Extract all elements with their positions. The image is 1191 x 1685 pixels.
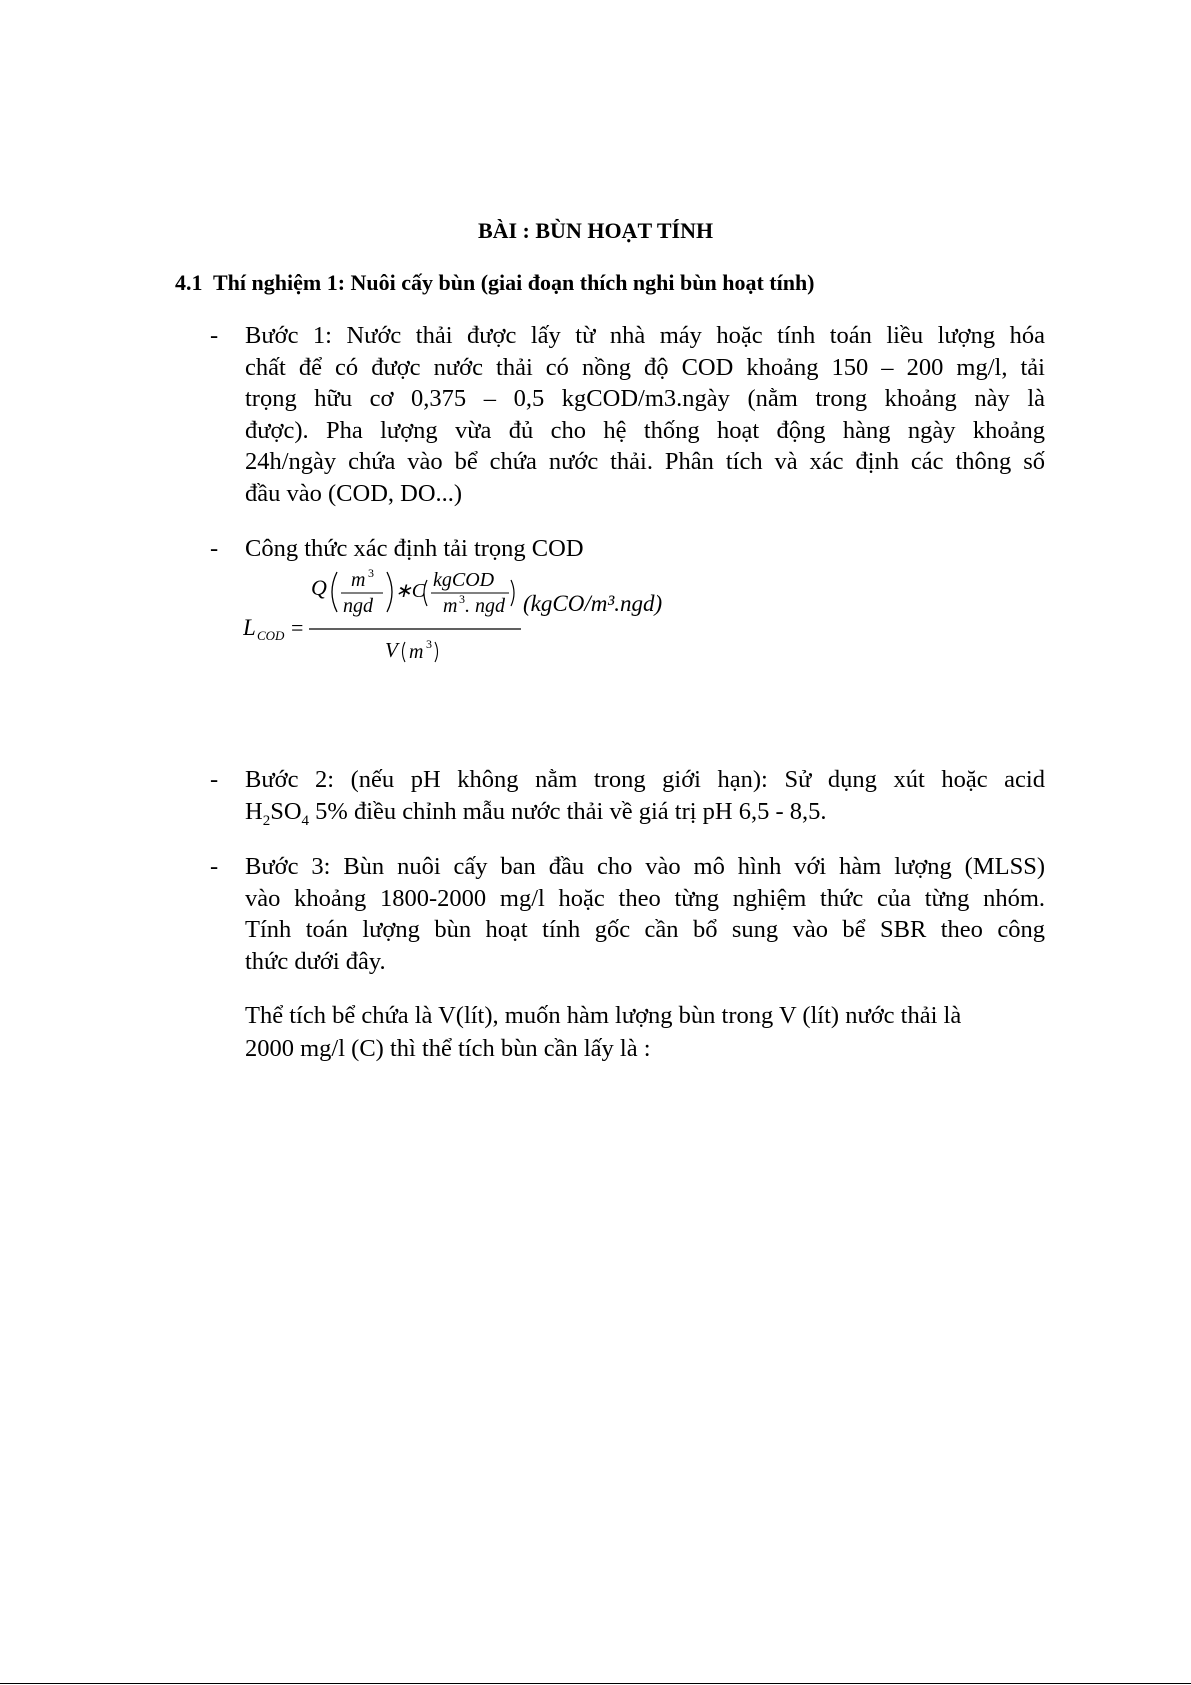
formula-times-c: ∗C [395,580,426,602]
step1-line5: 24h/ngày chứa vào bể chứa nước thải. Phân tích và xác định các thông số [245,448,1045,475]
list-item-step1 [210,320,1045,509]
formula-q: Q [311,575,327,600]
right-paren-1 [387,572,392,612]
left-paren-1 [332,572,337,612]
step3-line1: Bước 3: Bùn nuôi cấy ban đầu cho vào mô hình với hàm lượng (MLSS) [245,853,1045,880]
step1-line3: trọng hữu cơ 0,375 – 0,5 kgCOD/m3.ngày (nằm trong khoảng này là [245,385,1045,412]
para-line2: 2000 mg/l (C) thì thể tích bùn cần lấy là : [245,1035,651,1062]
formula-m3-den-exp: 3 [459,592,465,606]
formula-lhs: L [243,615,256,640]
left-paren-3 [403,642,406,662]
formula-lhs-sub: COD [257,628,285,643]
step1-line2: chất để có được nước thải có nồng độ COD khoảng 150 – 200 mg/l, tải [245,353,1045,381]
bullet-dash: - [210,535,219,562]
formula-dot-ngd: . ngd [465,595,505,617]
step1-line6: đầu vào (COD, DO...) [245,479,463,507]
right-paren-2 [511,580,514,606]
step2-line2: $H_2SO_4$ 5% điều chỉnh mẫu nước thải về giá trị pH 6,5 - 8,5. [245,797,827,829]
formula-m3-den: m [443,595,458,617]
list-item-step2 [210,764,1045,837]
section-heading [175,270,815,296]
formula-intro: Công thức xác định tải trọng COD [245,535,584,562]
section-number: 4.1 [175,270,203,295]
volume-paragraph [245,999,1045,1065]
page-bottom-rule [0,1683,1191,1684]
list-item-step3 [210,851,1045,977]
step2-line1: Bước 2: (nếu pH không nằm trong giới hạn): Sử dụng xút hoặc acid [245,766,1045,793]
step3-line4: thức dưới đây. [245,947,386,975]
formula-ngd: ngd [343,595,373,617]
page-title: BÀI : BÙN HOẠT TÍNH [477,218,714,243]
cod-load-formula [243,566,703,670]
formula-v: V [385,638,398,662]
step1-line4: được). Pha lượng vừa đủ cho hệ thống hoạt động hàng ngày khoảng [245,416,1045,444]
bullet-dash: - [210,766,219,793]
step3-line2: vào khoảng 1800-2000 mg/l hoặc theo từng nghiệm thức của từng nhóm. [245,884,1045,912]
formula-kgcod: kgCOD [433,569,495,591]
list-item-formula [210,533,1045,565]
bullet-dash: - [210,322,219,349]
formula-unit: (kgCO/m³.ngd) [523,591,663,616]
formula-vm: m [409,641,424,663]
formula-m3-num: m [351,569,366,591]
para-line1: Thể tích bể chứa là V(lít), muốn hàm lượng bùn trong V (lít) nước thải là [245,1002,962,1029]
section-title: Thí nghiệm 1: Nuôi cấy bùn (giai đoạn thích nghi bùn hoạt tính) [213,270,815,295]
formula-m3-exp: 3 [368,566,374,580]
bullet-dash: - [210,853,219,880]
step3-line3: Tính toán lượng bùn hoạt tính gốc cần bổ sung vào bể SBR theo công [245,916,1045,943]
formula-equals: = [291,615,304,640]
right-paren-3 [435,642,438,662]
step1-line1: Bước 1: Nước thải được lấy từ nhà máy hoặc tính toán liều lượng hóa [245,322,1045,349]
formula-vm-exp: 3 [426,637,432,651]
